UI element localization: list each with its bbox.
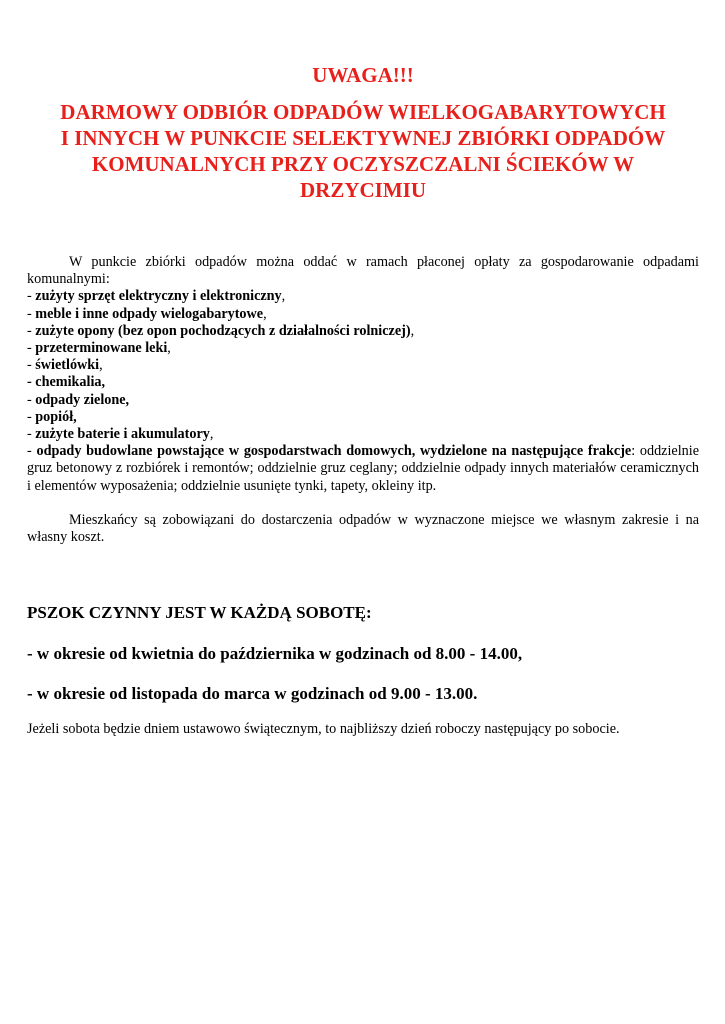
- holiday-note: Jeżeli sobota będzie dniem ustawowo świątecznym, to najbliższy dzień roboczy następujący po sobocie.: [27, 721, 620, 737]
- obligation-paragraph: Mieszkańcy są zobowiązani do dostarczenia odpadów w wyznaczone miejsce we własnym zakresie i na własny koszt.: [27, 511, 699, 546]
- list-item: - zużyte opony (bez opon pochodzących z działalności rolniczej),: [27, 322, 415, 339]
- list-item: - przeterminowane leki,: [27, 340, 171, 357]
- opening-hours: [27, 603, 699, 738]
- list-item: - chemikalia,: [27, 374, 106, 391]
- list-item: - meble i inne odpady wielogabarytowe,: [27, 305, 267, 322]
- winter-hours: - w okresie od listopada do marca w godzinach od 9.00 - 13.00.: [27, 684, 478, 703]
- notice-title: [27, 99, 699, 203]
- list-item: - odpady zielone,: [27, 391, 130, 408]
- list-item: - zużyte baterie i akumulatory,: [27, 426, 214, 443]
- waste-list: [27, 288, 699, 494]
- list-item: - zużyty sprzęt elektryczny i elektroniczny,: [27, 288, 286, 305]
- title-line-continued: I INNYCH W PUNKCIE SELEKTYWNEJ ZBIÓRKI ODPADÓW KOMUNALNYCH PRZY OCZYSZCZALNI ŚCIEKÓW W DRZYCIMIU: [60, 126, 666, 202]
- schedule-heading: PSZOK CZYNNY JEST W KAŻDĄ SOBOTĘ:: [27, 603, 372, 622]
- notice-heading: UWAGA!!!: [312, 63, 414, 87]
- summer-hours: - w okresie od kwietnia do października w godzinach od 8.00 - 14.00,: [27, 644, 523, 663]
- title-line: DARMOWY ODBIÓR ODPADÓW WIELKOGABARYTOWYCH: [60, 100, 666, 124]
- intro-paragraph: W punkcie zbiórki odpadów można oddać w ramach płaconej opłaty za gospodarowanie odpadami komunalnymi:: [27, 254, 699, 288]
- list-item-construction: - odpady budowlane powstające w gospodarstwach domowych, wydzielone na następujące frakcje: oddzielnie gruz betonowy z rozbiórek i remontów; oddzielnie gruz ceglany; oddzielnie odpady innych materiałów ceramicznych i elementów wyposażenia; oddzielnie usunięte tynki, tapety, okleiny itp.: [27, 443, 699, 494]
- list-item: - popiół,: [27, 408, 77, 425]
- body-section: [27, 254, 699, 546]
- list-item: - świetlówki,: [27, 357, 103, 374]
